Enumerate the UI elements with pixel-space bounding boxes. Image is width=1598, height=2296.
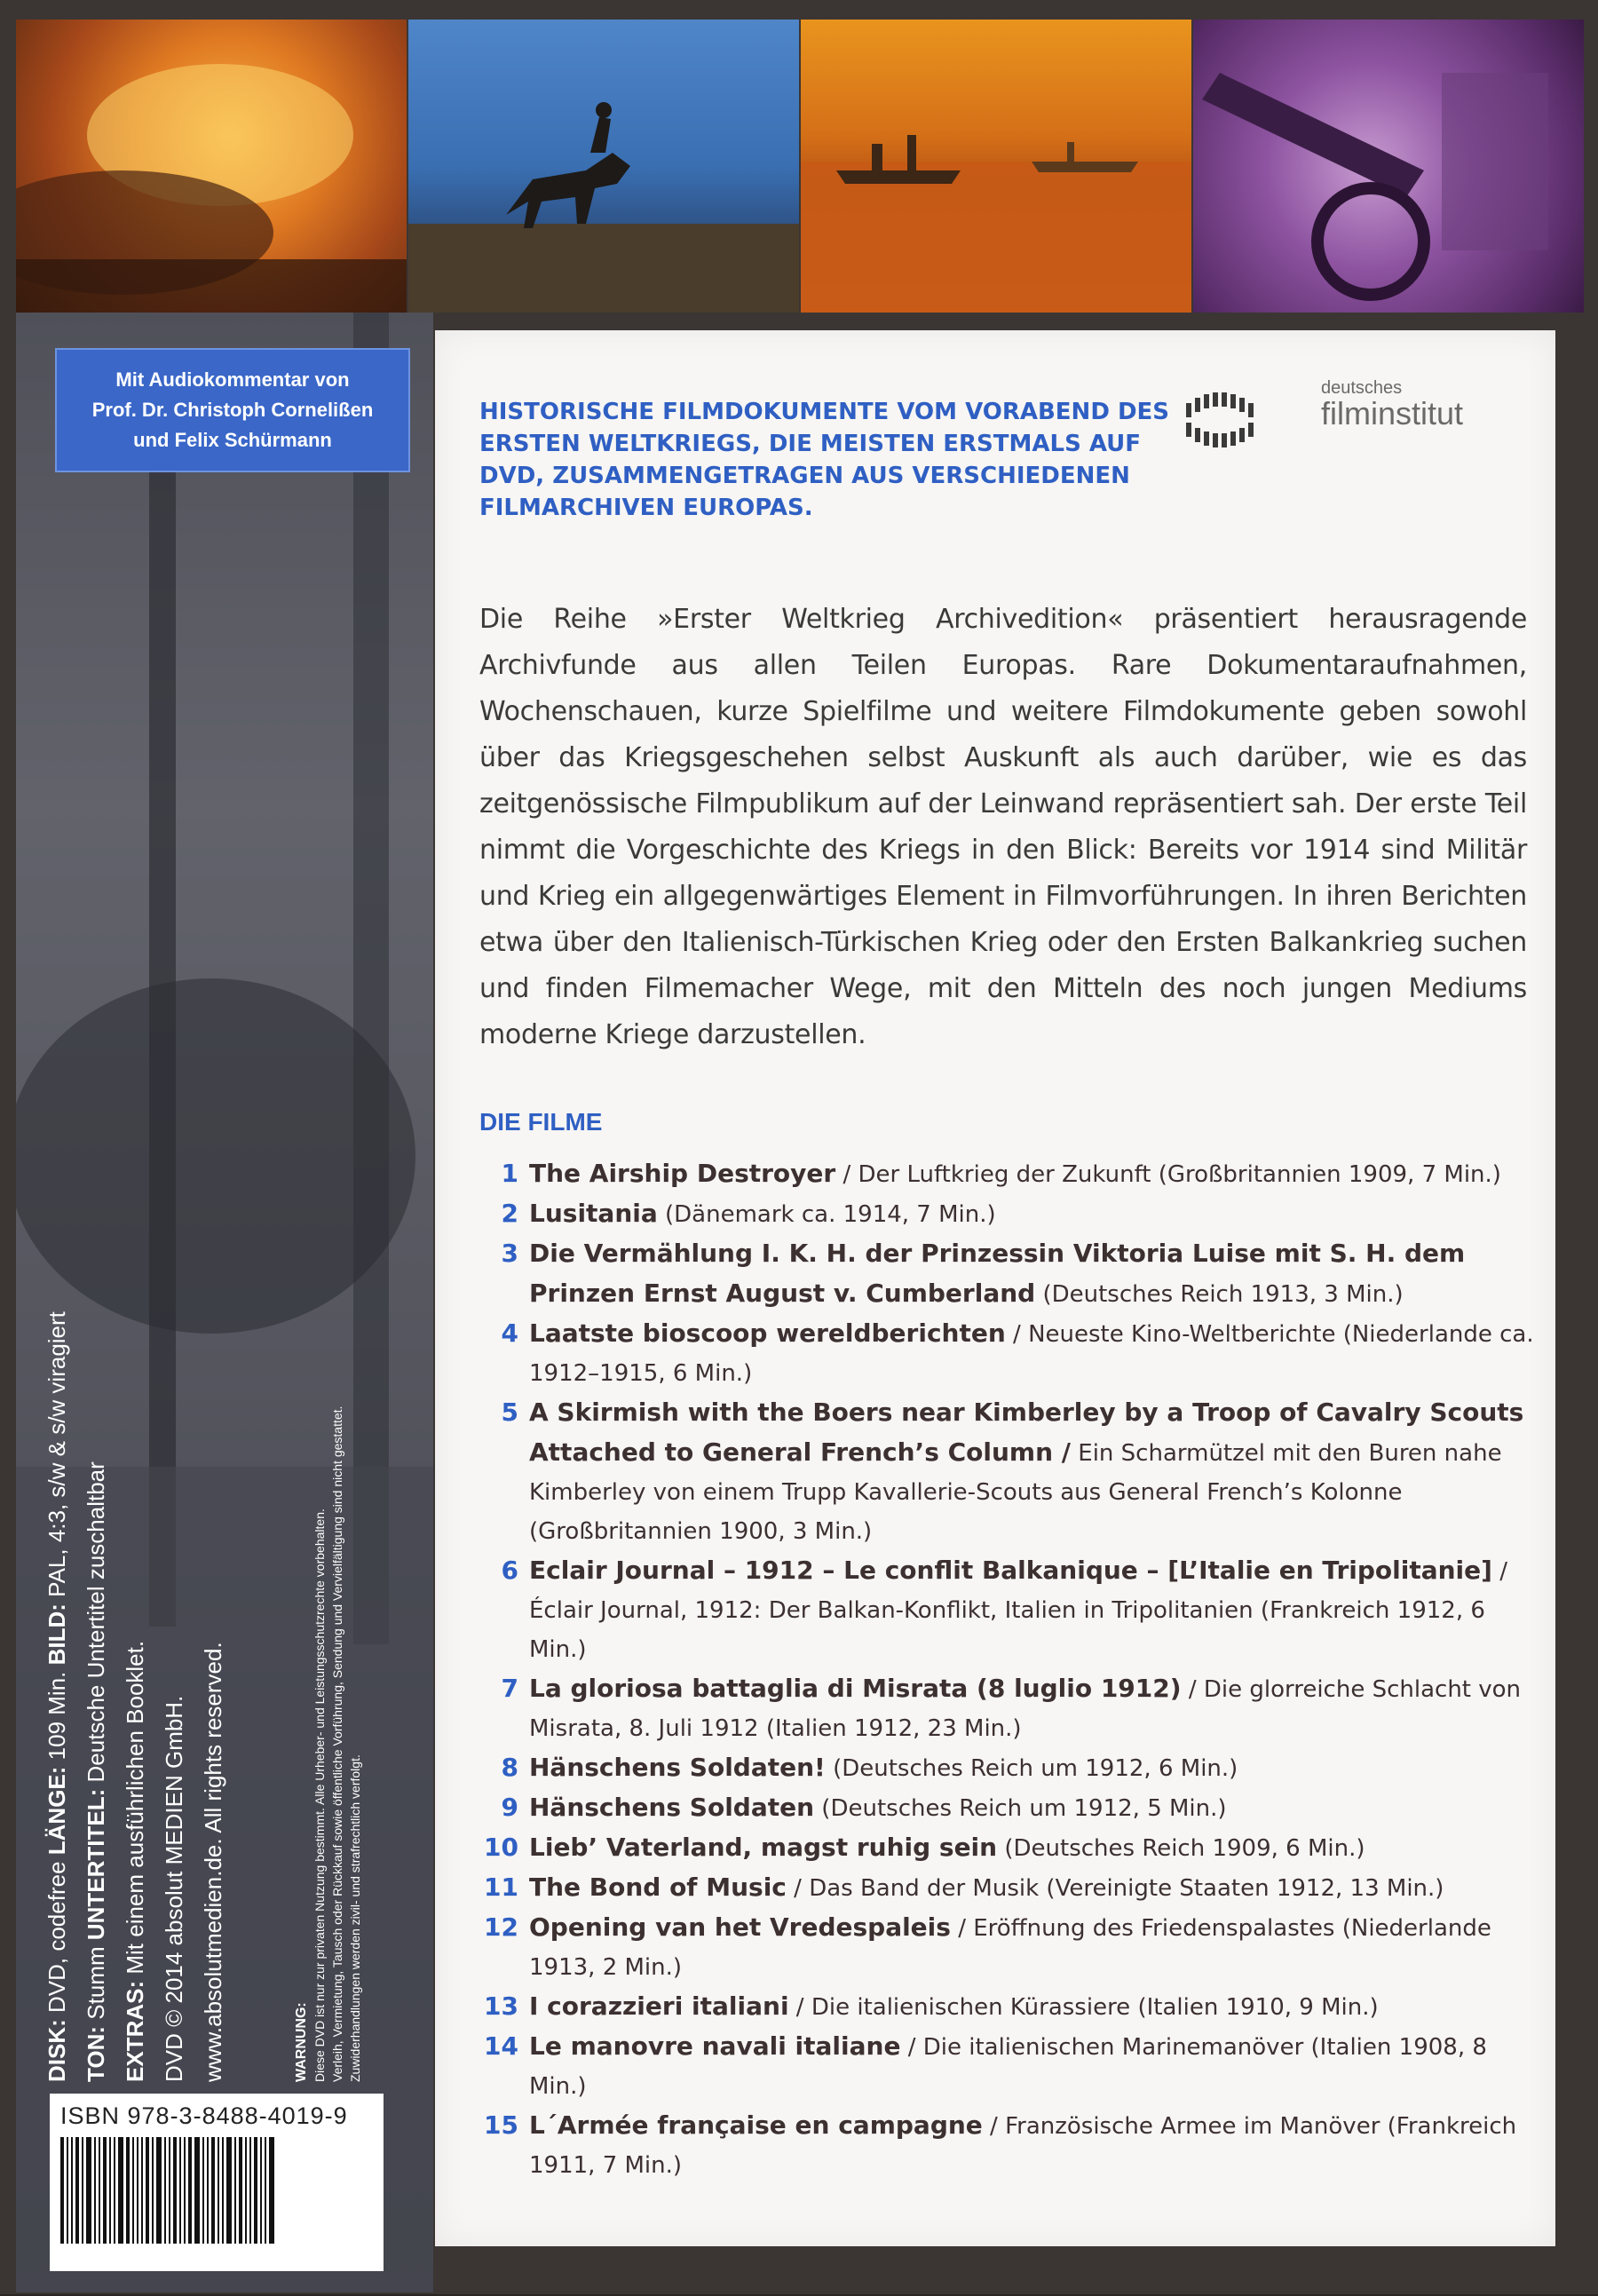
film-list-item: [479, 1314, 1536, 1393]
film-entry: [529, 1669, 1536, 1748]
specs-line-extras: [115, 1017, 154, 2082]
film-title: Le manovre navali italiane: [529, 2031, 901, 2061]
film-entry: [529, 1788, 1536, 1828]
sound-value: Stumm: [83, 1940, 109, 2026]
film-title: Eclair Journal – 1912 – Le conflit Balkanique – [L’Italie en Tripolitanie]: [529, 1556, 1492, 1585]
film-entry: [529, 1194, 1536, 1234]
filminstitut-wordmark: [1321, 378, 1463, 432]
film-details: (Deutsches Reich 1909, 6 Min.): [997, 1835, 1365, 1862]
film-details: / Die glorreiche Schlacht von Misrata, 8. Juli 1912 (Italien 1912, 23 Min.): [529, 1676, 1522, 1742]
audio-commentary-line3: und Felix Schürmann: [133, 429, 332, 451]
subtitles-value: Deutsche Untertitel zuschaltbar: [83, 1461, 109, 1789]
film-number: 6: [501, 1556, 518, 1585]
film-number: 2: [501, 1199, 518, 1228]
film-details: / Das Band der Musik (Vereinigte Staaten 1912, 13 Min.): [786, 1875, 1444, 1902]
film-title: Hänschens Soldaten!: [529, 1753, 826, 1782]
film-details: / Éclair Journal, 1912: Der Balkan-Konflikt, Italien in Tripolitanien (Frankreich 1912, 6 Min.): [529, 1558, 1507, 1663]
film-number: 1: [501, 1159, 518, 1188]
isbn-number: ISBN 978-3-8488-4019-9: [60, 2102, 348, 2129]
film-number: 5: [501, 1397, 518, 1427]
film-entry: [529, 1551, 1536, 1669]
film-details: (Deutsches Reich um 1912, 6 Min.): [825, 1755, 1238, 1782]
warning-line3: Zuwiderhandlungen werden zivil- und strafrechtlich verfolgt.: [348, 1754, 362, 2082]
isbn-barcode-box: [50, 2094, 384, 2271]
film-number: 14: [484, 2031, 518, 2061]
film-number: 10: [484, 1833, 518, 1862]
film-title: The Airship Destroyer: [529, 1159, 836, 1188]
logo-line2: filminstitut: [1321, 395, 1464, 431]
film-list-item: [479, 1669, 1536, 1748]
film-entry: [529, 1868, 1536, 1908]
specs-line-sound: [76, 1017, 115, 2082]
film-entry: [529, 1987, 1536, 2027]
warning-title: WARNUNG:: [294, 2002, 309, 2082]
series-description: Die Reihe »Erster Weltkrieg Archivedition« präsentiert herausragende Archivfunde aus allen Teilen Europas. Rare Dokumentaraufnahmen, Wochenschauen, kurze Spielfilme und weitere Filmdokumente geben sowohl über das Kriegsgeschehen selbst Auskunft als auch darüber, wie es das zeitgenössische Filmpublikum auf der Leinwand repräsentiert sah. Der erste Teil nimmt die Vorgeschichte des Kriegs in den Blick: Bereits vor 1914 sind Militär und Krieg ein allgegenwärtiges Element in Filmvorführungen. In ihren Berichten etwa über den Italienisch-Türkischen Krieg oder den Ersten Balkankrieg suchen und finden Filmemacher Wege, mit den Mitteln des noch jungen Mediums moderne Kriege darzustellen.: [479, 604, 1527, 1050]
film-list-item: [479, 1551, 1536, 1669]
barcode-icon: [60, 2137, 373, 2244]
films-heading: DIE FILME: [479, 1108, 603, 1136]
film-number: 7: [501, 1674, 518, 1703]
film-entry: [529, 1234, 1536, 1314]
film-details: (Deutsches Reich 1913, 3 Min.): [1035, 1281, 1404, 1308]
disk-label: DISK:: [44, 2019, 70, 2082]
film-still-cannon: [1193, 20, 1584, 313]
image-label: BILD:: [44, 1603, 70, 1666]
film-still-rider: [408, 20, 799, 313]
film-title: The Bond of Music: [529, 1872, 787, 1902]
extras-label: EXTRAS:: [122, 1980, 148, 2082]
film-list-item: [479, 2027, 1536, 2106]
film-details: (Deutsches Reich um 1912, 5 Min.): [814, 1795, 1227, 1822]
film-list-item: [479, 1828, 1536, 1868]
film-number: 4: [501, 1318, 518, 1348]
length-value: 109 Min.: [44, 1665, 70, 1767]
film-title: A Skirmish with the Boers near Kimberley by a Troop of Cavalry Scouts Attached to General French’s Column /: [529, 1397, 1524, 1467]
length-label: LÄNGE:: [44, 1766, 70, 1856]
film-list-item: [479, 2106, 1536, 2185]
dvd-specifications: [37, 1017, 233, 2082]
film-title: Laatste bioscoop wereldberichten: [529, 1318, 1006, 1348]
film-list-item: [479, 1868, 1536, 1908]
specs-copyright: DVD © 2014 absolut MEDIEN GmbH.: [161, 1695, 187, 2082]
film-list: [479, 1154, 1536, 2185]
film-details: Ein Scharmützel mit den Buren nahe Kimberley von einem Trupp Kavallerie-Scouts aus General French’s Kolonne (Großbritannien 1900, 3 Min.): [529, 1440, 1502, 1545]
specs-website: www.absolutmedien.de. All rights reserved.: [200, 1642, 226, 2082]
film-number: 12: [484, 1912, 518, 1942]
film-entry: [529, 1908, 1536, 1987]
audio-commentary-line1: Mit Audiokommentar von: [115, 368, 350, 391]
film-list-item: [479, 1194, 1536, 1234]
film-title: Hänschens Soldaten: [529, 1793, 815, 1822]
film-number: 3: [501, 1239, 518, 1268]
film-details: (Dänemark ca. 1914, 7 Min.): [657, 1201, 996, 1228]
film-entry: [529, 1828, 1536, 1868]
film-details: / Französische Armee im Manöver (Frankreich 1911, 7 Min.): [529, 2113, 1517, 2179]
film-still-warship: [801, 20, 1191, 313]
film-details: / Der Luftkrieg der Zukunft (Großbritannien 1909, 7 Min.): [835, 1161, 1501, 1188]
film-title: La gloriosa battaglia di Misrata (8 luglio 1912): [529, 1674, 1182, 1703]
film-list-item: [479, 1234, 1536, 1314]
film-list-item: [479, 1788, 1536, 1828]
film-list-item: [479, 1154, 1536, 1194]
film-entry: [529, 2106, 1536, 2185]
film-details: / Die italienischen Kürassiere (Italien 1910, 9 Min.): [788, 1994, 1379, 2021]
logo-line1: deutsches: [1321, 378, 1403, 398]
warning-line1: Diese DVD ist nur zur privaten Nutzung bestimmt. Alle Urheber- und Leistungsschutzrechte vorbehalten.: [312, 1508, 327, 2082]
audio-commentary-line2: Prof. Dr. Christoph Cornelißen: [91, 399, 374, 421]
film-title: Die Vermählung I. K. H. der Prinzessin Viktoria Luise mit S. H. dem Prinzen Ernst August v. Cumberland: [529, 1239, 1466, 1308]
film-list-item: [479, 1987, 1536, 2027]
film-entry: [529, 1748, 1536, 1788]
film-number: 8: [501, 1753, 518, 1782]
film-details: / Neueste Kino-Weltberichte (Niederlande ca. 1912–1915, 6 Min.): [529, 1321, 1534, 1387]
film-number: 13: [484, 1991, 518, 2021]
film-entry: [529, 1154, 1536, 1194]
extras-value: Mit einem ausführlichen Booklet.: [122, 1640, 148, 1981]
film-details: / Eröffnung des Friedenspalastes (Niederlande 1913, 2 Min.): [529, 1915, 1491, 1981]
film-list-item: [479, 1748, 1536, 1788]
film-entry: [529, 1314, 1536, 1393]
film-title: I corazzieri italiani: [529, 1991, 789, 2021]
film-entry: [529, 1393, 1536, 1551]
film-title: Opening van het Vredespaleis: [529, 1912, 951, 1942]
headline: HISTORISCHE FILMDOKUMENTE VOM VORABEND DES ERSTEN WELTKRIEGS, DIE MEISTEN ERSTMALS AUF DVD, ZUSAMMENGETRAGEN AUS VERSCHIEDENEN FILMARCHIVEN EUROPAS.: [479, 399, 1170, 521]
film-title: Lieb’ Vaterland, magst ruhig sein: [529, 1833, 998, 1862]
warning-line2: Verleih, Vermietung, Tausch oder Rückkauf sowie öffentliche Vorführung, Sendung und Vervielfältigung sind nicht gestattet.: [330, 1405, 344, 2082]
film-title: Lusitania: [529, 1199, 658, 1228]
audio-commentary-badge: [55, 348, 410, 472]
film-list-item: [479, 1908, 1536, 1987]
film-number: 9: [501, 1793, 518, 1822]
image-value: PAL, 4:3, s/w & s/w viragiert: [44, 1311, 70, 1604]
film-number: 11: [484, 1872, 518, 1902]
film-number: 15: [484, 2110, 518, 2140]
film-still-fire: [16, 20, 407, 313]
specs-line-disk: [37, 1017, 76, 2082]
film-details: / Die italienischen Marinemanöver (Italien 1908, 8 Min.): [529, 2034, 1487, 2100]
legal-warning: [293, 928, 364, 2082]
film-list-item: [479, 1393, 1536, 1551]
film-entry: [529, 2027, 1536, 2106]
film-title: L´Armée française en campagne: [529, 2110, 983, 2140]
subtitles-label: UNTERTITEL:: [83, 1788, 109, 1941]
sound-label: TON:: [83, 2025, 109, 2082]
disk-value: DVD, codefree: [44, 1855, 70, 2020]
